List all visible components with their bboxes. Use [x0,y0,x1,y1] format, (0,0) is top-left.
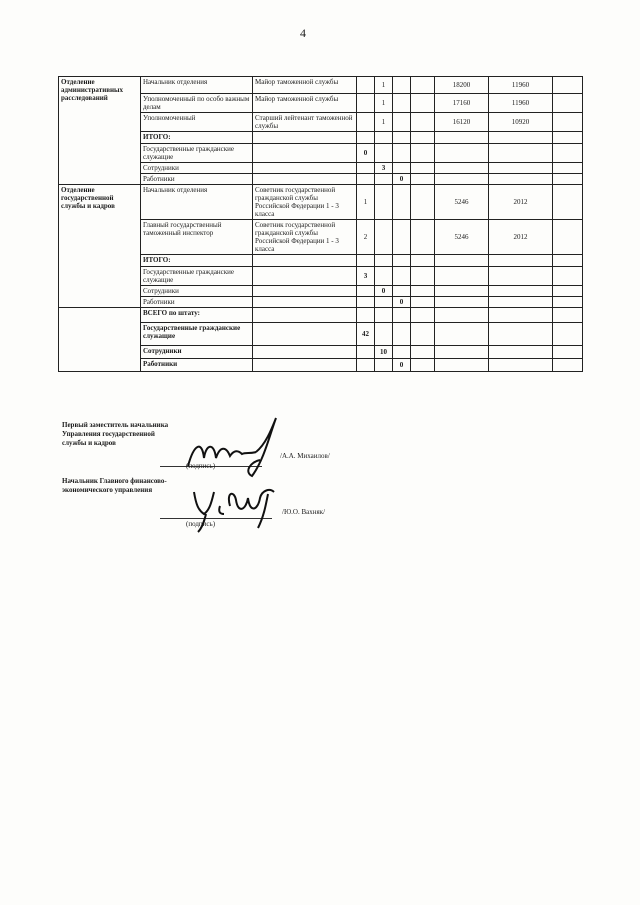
empty-cell [411,297,435,308]
empty-cell [553,174,583,185]
count-workers-cell [393,185,411,220]
salary-cell: 17160 [435,94,489,113]
empty-cell [435,359,489,372]
total-workers-cell [393,267,411,286]
count-workers-cell [393,77,411,94]
empty-cell [435,308,489,323]
empty-cell [411,163,435,174]
empty-cell [489,267,553,286]
rank-cell: Советник государственной гражданской службы Российской Федерации 1 - 3 класса [253,185,357,220]
empty-cell [553,267,583,286]
salary-cell: 18200 [435,77,489,94]
empty-cell [411,346,435,359]
empty-cell [411,144,435,163]
total-workers-cell [393,144,411,163]
count-civil-cell [357,94,375,113]
position-cell: Начальник отделения [141,77,253,94]
table-body [59,77,583,372]
empty-cell [435,346,489,359]
empty-cell [411,267,435,286]
empty-cell [553,185,583,220]
grand-total-row [59,308,583,323]
signer-1-name: /А.А. Михаилов/ [280,452,330,460]
total-civil-cell [357,174,375,185]
total-civil-cell [357,163,375,174]
empty-cell [489,174,553,185]
total-workers-cell [393,286,411,297]
empty-cell [435,255,489,267]
page-number: 4 [300,26,306,40]
empty-cell [411,323,435,346]
total-label: Государственные гражданские служащие [141,267,253,286]
empty-cell [435,297,489,308]
bonus-cell: 10920 [489,113,553,132]
grand-total-workers-cell [393,308,411,323]
empty-cell [489,323,553,346]
grand-total-label: Работники [141,359,253,372]
empty-cell [553,346,583,359]
count-civil-cell [357,113,375,132]
total-workers-cell [393,255,411,267]
total-civil-cell: 0 [357,144,375,163]
empty-cell [553,163,583,174]
count-officers-cell [375,185,393,220]
signer-2-title: Начальник Главного финансово-экономического управления [62,477,167,494]
empty-cell [435,132,489,144]
grand-total-civil-cell [357,346,375,359]
empty-cell [489,286,553,297]
salary-cell: 5246 [435,185,489,220]
empty-cell [489,255,553,267]
total-officers-cell [375,144,393,163]
empty-cell [411,132,435,144]
empty-cell [253,255,357,267]
total-officers-cell [375,297,393,308]
grand-total-workers-cell: 0 [393,359,411,372]
position-cell: Начальник отделения [141,185,253,220]
total-workers-cell: 0 [393,174,411,185]
count-officers-cell [375,220,393,255]
empty-cell [253,297,357,308]
empty-cell [411,174,435,185]
total-label: ИТОГО: [141,132,253,144]
staffing-table [58,76,583,372]
salary-cell: 16120 [435,113,489,132]
count-officers-cell: 1 [375,113,393,132]
empty-cell [553,113,583,132]
empty-cell [411,77,435,94]
count-civil-cell [357,77,375,94]
empty-cell [253,359,357,372]
rank-cell: Майор таможенной службы [253,77,357,94]
empty-cell [411,308,435,323]
bonus-cell: 2012 [489,220,553,255]
rank-cell: Старший лейтенант таможенной службы [253,113,357,132]
bonus-cell: 11960 [489,77,553,94]
grand-total-label: Государственные гражданские служащие [141,323,253,346]
empty-cell [553,323,583,346]
count-workers-cell [393,113,411,132]
empty-cell [411,185,435,220]
empty-cell [435,323,489,346]
empty-cell [435,163,489,174]
total-officers-cell [375,132,393,144]
total-officers-cell [375,267,393,286]
grand-total-officers-cell [375,308,393,323]
empty-cell [553,297,583,308]
empty-cell [489,308,553,323]
table-row [59,185,583,220]
grand-total-officers-cell [375,359,393,372]
rank-cell: Советник государственной гражданской службы Российской Федерации 1 - 3 класса [253,220,357,255]
empty-cell [489,144,553,163]
total-civil-cell [357,286,375,297]
total-officers-cell: 3 [375,163,393,174]
grand-total-workers-cell [393,323,411,346]
grand-total-civil-cell [357,359,375,372]
count-workers-cell [393,220,411,255]
total-label: ИТОГО: [141,255,253,267]
empty-cell [553,144,583,163]
empty-cell [253,323,357,346]
empty-cell [435,144,489,163]
count-officers-cell: 1 [375,77,393,94]
grand-total-civil-cell: 42 [357,323,375,346]
empty-cell [553,255,583,267]
empty-cell [411,94,435,113]
count-workers-cell [393,94,411,113]
empty-cell [553,359,583,372]
count-civil-cell: 2 [357,220,375,255]
total-label: Работники [141,297,253,308]
empty-cell [489,359,553,372]
position-cell: Уполномоченный [141,113,253,132]
empty-cell [411,359,435,372]
signature-caption-2: (подпись) [186,520,216,528]
count-officers-cell: 1 [375,94,393,113]
total-label: Работники [141,174,253,185]
empty-cell [489,132,553,144]
empty-cell [253,144,357,163]
empty-cell [253,132,357,144]
grand-total-workers-cell [393,346,411,359]
total-workers-cell [393,163,411,174]
signature-caption-1: (подпись) [186,462,216,470]
empty-cell [253,163,357,174]
grand-total-label: ВСЕГО по штату: [141,308,253,323]
empty-cell [553,94,583,113]
empty-cell [253,346,357,359]
signer-1-title: Первый заместитель начальника Управления государственной службы и кадров [62,421,169,447]
empty-cell [253,308,357,323]
total-officers-cell [375,174,393,185]
empty-cell [435,174,489,185]
rank-cell: Майор таможенной службы [253,94,357,113]
unit-name: Отделение административных расследований [59,77,141,185]
unit-name: Отделение государственной службы и кадров [59,185,141,308]
empty-cell [411,220,435,255]
empty-cell [435,267,489,286]
total-officers-cell [375,255,393,267]
empty-cell [411,255,435,267]
total-label: Государственные гражданские служащие [141,144,253,163]
empty-cell [411,113,435,132]
empty-unit-cell [59,308,141,372]
position-cell: Главный государственный таможенный инспектор [141,220,253,255]
signature-2-scribble [186,470,296,540]
empty-cell [553,132,583,144]
empty-cell [253,286,357,297]
table-row [59,77,583,94]
total-officers-cell: 0 [375,286,393,297]
empty-cell [253,267,357,286]
empty-cell [489,163,553,174]
total-civil-cell [357,255,375,267]
empty-cell [553,308,583,323]
empty-cell [553,220,583,255]
total-workers-cell: 0 [393,297,411,308]
bonus-cell: 2012 [489,185,553,220]
empty-cell [489,346,553,359]
empty-cell [489,297,553,308]
total-civil-cell: 3 [357,267,375,286]
empty-cell [253,174,357,185]
grand-total-officers-cell [375,323,393,346]
count-civil-cell: 1 [357,185,375,220]
grand-total-label: Сотрудники [141,346,253,359]
empty-cell [553,286,583,297]
empty-cell [553,77,583,94]
grand-total-officers-cell: 10 [375,346,393,359]
empty-cell [411,286,435,297]
position-cell: Уполномоченный по особо важным делам [141,94,253,113]
grand-total-civil-cell [357,308,375,323]
empty-cell [435,286,489,297]
total-civil-cell [357,297,375,308]
signer-2-name: /Ю.О. Вахняк/ [282,508,326,516]
salary-cell: 5246 [435,220,489,255]
total-label: Сотрудники [141,286,253,297]
total-label: Сотрудники [141,163,253,174]
total-workers-cell [393,132,411,144]
total-civil-cell [357,132,375,144]
bonus-cell: 11960 [489,94,553,113]
